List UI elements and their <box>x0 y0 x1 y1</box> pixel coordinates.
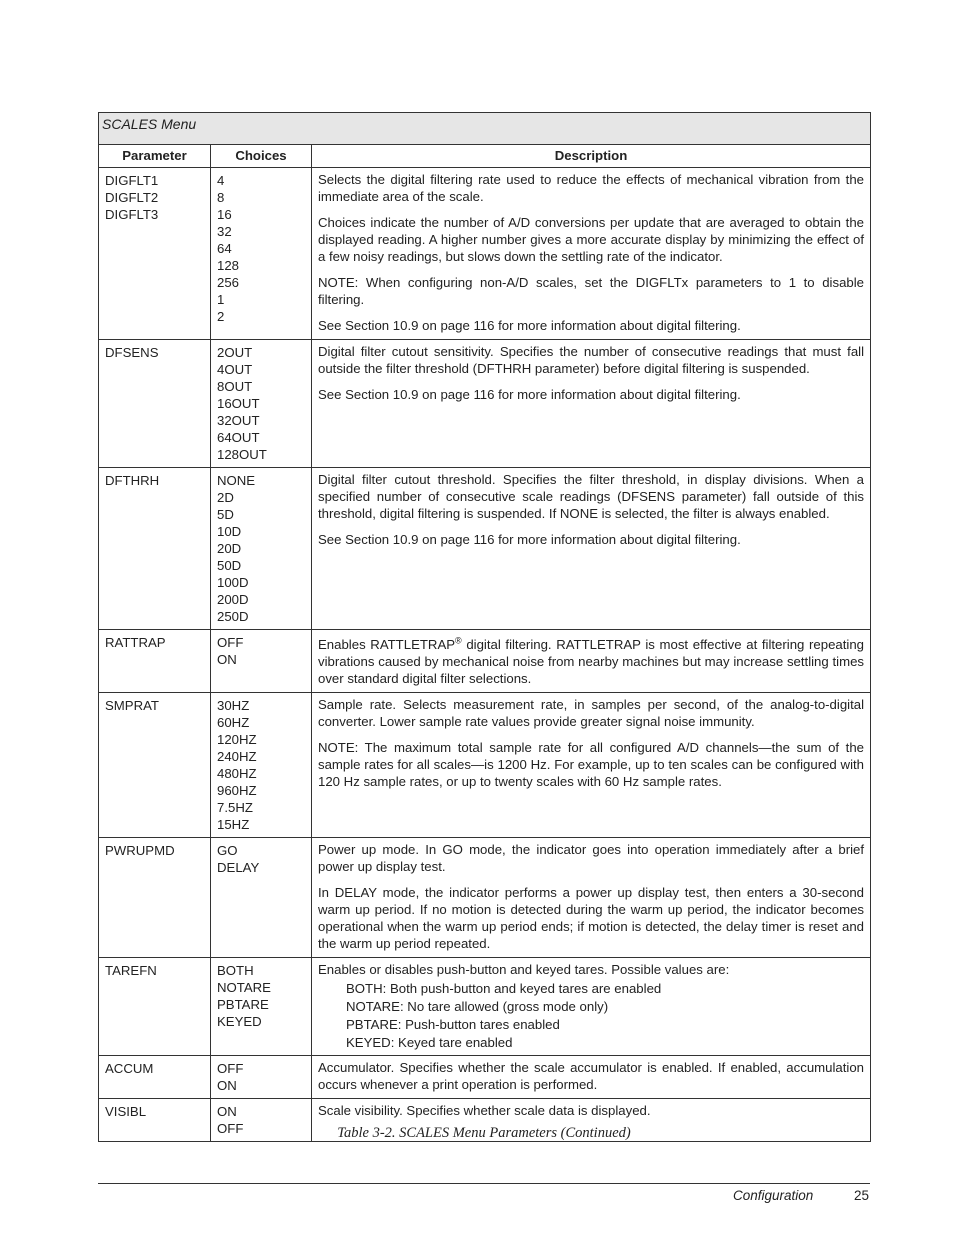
choice-value: 8OUT <box>217 379 253 394</box>
description-paragraph: Power up mode. In GO mode, the indicator goes into operation immediately after a brief power up display test. <box>318 842 865 874</box>
choice-value: 128OUT <box>217 447 267 462</box>
choice-value: NONE <box>217 473 256 488</box>
choice-value: 10D <box>217 524 242 539</box>
choice-value: 240HZ <box>217 749 257 764</box>
choice-value: 2OUT <box>217 345 253 360</box>
header-choices: Choices <box>211 145 312 168</box>
parameter-name: TAREFN <box>105 963 157 978</box>
choice-value: 2 <box>217 309 225 324</box>
choice-value: ON <box>217 652 237 667</box>
choice-value: OFF <box>217 635 244 650</box>
choice-value: 32OUT <box>217 413 260 428</box>
header-row <box>99 145 871 168</box>
table-row <box>99 340 871 468</box>
choice-value: 100D <box>217 575 249 590</box>
choice-value: 4 <box>217 173 225 188</box>
description-cell <box>312 340 871 468</box>
choice-value: 15HZ <box>217 817 250 832</box>
choice-value: GO <box>217 843 238 858</box>
choice-value: 200D <box>217 592 249 607</box>
description-paragraph: See Section 10.9 on page 116 for more information about digital filtering. <box>318 532 741 547</box>
description-paragraph: NOTE: When configuring non-A/D scales, set the DIGFLTx parameters to 1 to disable filtering. <box>318 275 865 307</box>
parameter-name: DFTHRH <box>105 473 160 488</box>
description-text: digital filtering. RATTLETRAP is most effective at filtering repeating vibrations caused by mechanical noise from nearby machines but may increase settling times over standard digital filter selections. <box>318 637 865 686</box>
choice-value: 256 <box>217 275 240 290</box>
menu-title-row <box>99 113 871 145</box>
description-cell <box>312 838 871 958</box>
choices-cell <box>211 340 312 468</box>
choice-value: 16 <box>217 207 232 222</box>
choice-value: 64OUT <box>217 430 260 445</box>
choice-value: 30HZ <box>217 698 250 713</box>
description-paragraph: See Section 10.9 on page 116 for more information about digital filtering. <box>318 387 741 402</box>
parameter-name: DFSENS <box>105 345 159 360</box>
description-subitem: PBTARE: Push-button tares enabled <box>346 1017 560 1032</box>
parameter-name: RATTRAP <box>105 635 166 650</box>
choice-value: BOTH <box>217 963 254 978</box>
choice-value: PBTARE <box>217 997 269 1012</box>
footer-rule <box>98 1183 870 1184</box>
description-cell <box>312 630 871 693</box>
choice-value: DELAY <box>217 860 260 875</box>
description-paragraph: Accumulator. Specifies whether the scale accumulator is enabled. If enabled, accumulation occurs whenever a print operation is performed. <box>318 1060 865 1092</box>
description-paragraph: Selects the digital filtering rate used to reduce the effects of mechanical vibration from the immediate area of the scale. <box>318 172 865 204</box>
description-text: Enables RATTLETRAP <box>318 637 456 652</box>
description-paragraph: Sample rate. Selects measurement rate, in samples per second, of the analog-to-digital converter. Lower sample rate values provide greater signal noise immunity. <box>318 697 865 729</box>
choice-value: 8 <box>217 190 225 205</box>
choice-value: 120HZ <box>217 732 257 747</box>
choices-cell <box>211 168 312 340</box>
choices-cell <box>211 693 312 838</box>
menu-title: SCALES Menu <box>99 113 871 145</box>
footer-section-label: Configuration <box>733 1188 814 1203</box>
header-description: Description <box>312 145 871 168</box>
choices-cell <box>211 838 312 958</box>
parameter-name: DIGFLT3 <box>105 207 159 222</box>
table-body <box>99 168 871 1142</box>
parameter-cell <box>99 168 211 340</box>
choice-value: 64 <box>217 241 232 256</box>
parameter-name: ACCUM <box>105 1061 154 1076</box>
choice-value: 60HZ <box>217 715 250 730</box>
table-row <box>99 468 871 630</box>
choice-value: ON <box>217 1104 237 1119</box>
header-parameter: Parameter <box>99 145 211 168</box>
description-paragraph: Enables or disables push-button and keyed tares. Possible values are: <box>318 962 730 977</box>
choice-value: KEYED <box>217 1014 262 1029</box>
parameter-name: PWRUPMD <box>105 843 175 858</box>
choice-value: 960HZ <box>217 783 257 798</box>
choice-value: 4OUT <box>217 362 253 377</box>
choice-value: 5D <box>217 507 234 522</box>
parameter-cell <box>99 630 211 693</box>
description-paragraph: Choices indicate the number of A/D conversions per update that are averaged to obtain the displayed reading. A higher number gives a more accurate display by minimizing the effect of a few noisy readings, but slows down the settling rate of the indicator. <box>318 215 865 264</box>
table-row <box>99 693 871 838</box>
description-paragraph: Digital filter cutout threshold. Specifies the filter threshold, in display divisions. When a specified number of consecutive scale readings (DFSENS parameter) fall outside of this threshold, digital filtering is suspended. If NONE is selected, the filter is always enabled. <box>318 472 865 521</box>
table-row <box>99 1056 871 1099</box>
description-paragraph: See Section 10.9 on page 116 for more information about digital filtering. <box>318 318 741 333</box>
choices-cell <box>211 1056 312 1099</box>
choice-value: NOTARE <box>217 980 271 995</box>
scales-menu-table <box>98 112 871 1142</box>
description-paragraph: In DELAY mode, the indicator performs a power up display test, then enters a 30-second warm up period. If no motion is detected during the warm up period, the indicator becomes operational when the warm up period ends; if motion is detected, the delay timer is reset and the warm up period repeated. <box>318 885 865 951</box>
description-cell <box>312 468 871 630</box>
parameter-cell <box>99 838 211 958</box>
choice-value: 128 <box>217 258 240 273</box>
description-subitem: KEYED: Keyed tare enabled <box>346 1035 513 1050</box>
choice-value: 480HZ <box>217 766 257 781</box>
description-subitem: BOTH: Both push-button and keyed tares are enabled <box>346 981 662 996</box>
choice-value: 250D <box>217 609 249 624</box>
choice-value: ON <box>217 1078 237 1093</box>
description-paragraph <box>318 636 864 687</box>
parameter-cell <box>99 693 211 838</box>
table-row <box>99 958 871 1056</box>
parameter-name: VISIBL <box>105 1104 147 1119</box>
description-cell <box>312 693 871 838</box>
choice-value: 32 <box>217 224 232 239</box>
table-caption: Table 3-2. SCALES Menu Parameters (Continued) <box>337 1125 631 1141</box>
description-paragraph: Scale visibility. Specifies whether scale data is displayed. <box>318 1103 651 1118</box>
choice-value: OFF <box>217 1061 244 1076</box>
table-row <box>99 838 871 958</box>
parameter-cell <box>99 958 211 1056</box>
description-paragraph: NOTE: The maximum total sample rate for all configured A/D channels—the sum of the sample rates for all scales—is 1200 Hz. For example, up to ten scales can be configured with 120 Hz sample rates, or up to twenty scales with 60 Hz sample rates. <box>318 740 865 789</box>
choice-value: 50D <box>217 558 242 573</box>
description-subitem: NOTARE: No tare allowed (gross mode only) <box>346 999 609 1014</box>
choices-cell <box>211 958 312 1056</box>
table-row <box>99 630 871 693</box>
parameter-cell <box>99 340 211 468</box>
page-number: 25 <box>854 1188 870 1203</box>
description-cell <box>312 168 871 340</box>
choice-value: OFF <box>217 1121 244 1136</box>
choices-cell <box>211 468 312 630</box>
parameter-name: DIGFLT1 <box>105 173 159 188</box>
registered-mark: ® <box>455 635 462 646</box>
table-row <box>99 168 871 340</box>
choice-value: 1 <box>217 292 225 307</box>
parameter-name: DIGFLT2 <box>105 190 159 205</box>
parameter-name: SMPRAT <box>105 698 159 713</box>
description-paragraph: Digital filter cutout sensitivity. Specifies the number of consecutive readings that must fall outside the filter threshold (DFTHRH parameter) before digital filtering is suspended. <box>318 344 865 376</box>
parameter-cell <box>99 468 211 630</box>
choice-value: 7.5HZ <box>217 800 253 815</box>
choices-cell <box>211 630 312 693</box>
description-cell <box>312 1056 871 1099</box>
description-cell <box>312 958 871 1056</box>
choice-value: 16OUT <box>217 396 260 411</box>
parameter-cell <box>99 1056 211 1099</box>
choice-value: 2D <box>217 490 234 505</box>
choice-value: 20D <box>217 541 242 556</box>
